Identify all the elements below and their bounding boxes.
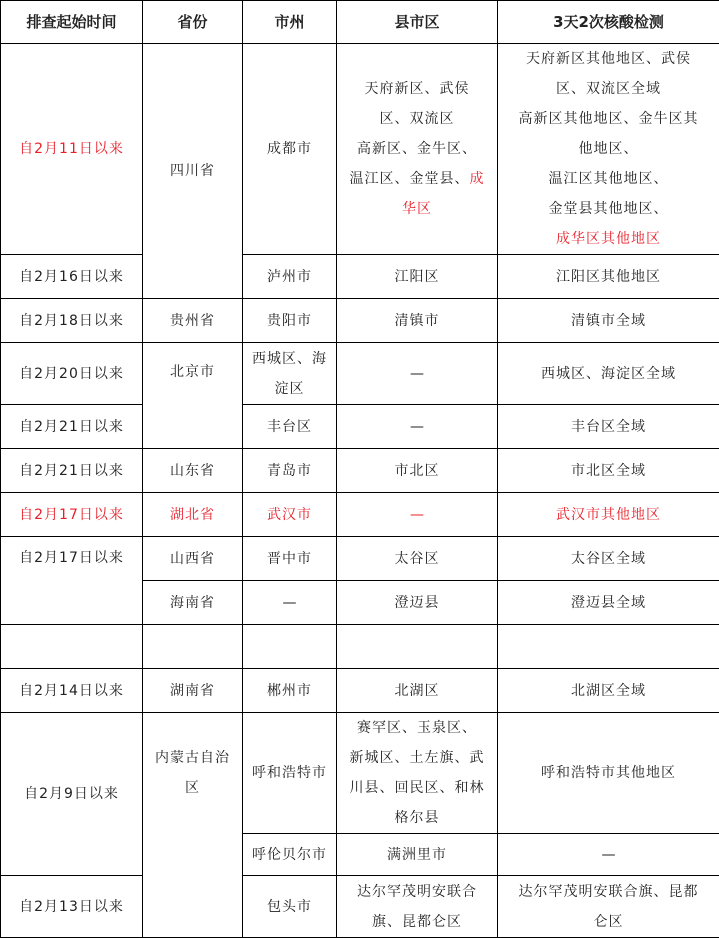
county-line: 旗、昆都仑区 (339, 907, 495, 937)
city-cell: 青岛市 (243, 449, 337, 493)
city-line: 西城区、海 (245, 344, 334, 374)
test-line-highlight: 成华区其他地区 (500, 224, 717, 254)
county-cell (337, 713, 498, 834)
province-cell: 海南省 (143, 581, 243, 625)
start-date-cell: 自2月11日以来 (1, 44, 143, 255)
county-cell (337, 44, 498, 255)
table-row (1, 299, 719, 343)
test-line: 天府新区其他地区、武侯 (500, 44, 717, 74)
test-scope-cell: 太谷区全域 (498, 537, 719, 581)
county-cell: — (337, 405, 498, 449)
test-line: 他地区、 (500, 134, 717, 164)
test-line: 温江区其他地区、 (500, 164, 717, 194)
test-line: 高新区其他地区、金牛区其 (500, 104, 717, 134)
start-date-cell: 自2月16日以来 (1, 255, 143, 299)
county-cell: 太谷区 (337, 537, 498, 581)
county-cell: — (337, 493, 498, 537)
test-scope-cell (498, 44, 719, 255)
city-line: 淀区 (245, 374, 334, 404)
test-scope-cell (498, 876, 719, 938)
test-line: 仑区 (500, 907, 717, 937)
city-cell (243, 343, 337, 405)
county-line: 新城区、土左旗、武 (339, 743, 495, 773)
start-date-cell: 自2月17日以来 (1, 493, 143, 537)
city-cell: 丰台区 (243, 405, 337, 449)
province-cell: 湖北省 (143, 493, 243, 537)
table-row (1, 255, 719, 299)
county-line: 格尔县 (339, 803, 495, 833)
test-scope-cell: 西城区、海淀区全域 (498, 343, 719, 405)
city-cell: 泸州市 (243, 255, 337, 299)
start-date-cell: 自2月13日以来 (1, 876, 143, 938)
province-cell: 山西省 (143, 537, 243, 581)
province-line: 区 (145, 773, 240, 803)
table-row (1, 44, 719, 255)
start-date-cell: 自2月21日以来 (1, 405, 143, 449)
table-row (1, 343, 719, 405)
county-cell: 北湖区 (337, 669, 498, 713)
city-cell: 武汉市 (243, 493, 337, 537)
city-cell: 成都市 (243, 44, 337, 255)
county-cell: 江阳区 (337, 255, 498, 299)
test-scope-cell: 澄迈县全域 (498, 581, 719, 625)
empty-cell (143, 625, 243, 669)
county-cell: — (337, 343, 498, 405)
city-cell: 晋中市 (243, 537, 337, 581)
test-scope-cell: 武汉市其他地区 (498, 493, 719, 537)
city-cell: 呼和浩特市 (243, 713, 337, 834)
empty-cell (337, 625, 498, 669)
start-date-cell: 自2月14日以来 (1, 669, 143, 713)
county-text: 温江区、金堂县、 (350, 171, 470, 187)
test-line: 达尔罕茂明安联合旗、昆都 (500, 877, 717, 907)
test-scope-cell: 丰台区全域 (498, 405, 719, 449)
county-line: 赛罕区、玉泉区、 (339, 713, 495, 743)
table-row (1, 405, 719, 449)
header-nucleic-test: 3天2次核酸检测 (498, 1, 719, 44)
province-cell: 贵州省 (143, 299, 243, 343)
county-line (339, 164, 495, 194)
county-cell: 澄迈县 (337, 581, 498, 625)
header-province: 省份 (143, 1, 243, 44)
header-row (1, 1, 719, 44)
header-city: 市州 (243, 1, 337, 44)
empty-cell (1, 625, 143, 669)
empty-cell (498, 625, 719, 669)
table-row (1, 537, 719, 581)
county-line: 天府新区、武侯 (339, 74, 495, 104)
city-cell: 郴州市 (243, 669, 337, 713)
table-row (1, 876, 719, 938)
county-cell (337, 876, 498, 938)
test-scope-cell: 北湖区全域 (498, 669, 719, 713)
province-cell: 四川省 (143, 44, 243, 299)
start-date-cell: 自2月18日以来 (1, 299, 143, 343)
county-cell: 市北区 (337, 449, 498, 493)
province-cell (143, 713, 243, 938)
province-cell: 山东省 (143, 449, 243, 493)
county-cell: 清镇市 (337, 299, 498, 343)
county-line: 川县、回民区、和林 (339, 773, 495, 803)
county-line: 达尔罕茂明安联合 (339, 877, 495, 907)
start-date-cell: 自2月20日以来 (1, 343, 143, 405)
county-text-highlight: 成 (470, 171, 485, 187)
county-line: 高新区、金牛区、 (339, 134, 495, 164)
city-cell: 呼伦贝尔市 (243, 834, 337, 876)
empty-cell (243, 625, 337, 669)
province-line: 内蒙古自治 (145, 743, 240, 773)
table-row (1, 713, 719, 834)
county-cell: 满洲里市 (337, 834, 498, 876)
test-line: 区、双流区全域 (500, 74, 717, 104)
city-cell: 贵阳市 (243, 299, 337, 343)
test-scope-cell: 呼和浩特市其他地区 (498, 713, 719, 834)
county-line: 区、双流区 (339, 104, 495, 134)
city-cell: — (243, 581, 337, 625)
city-cell: 包头市 (243, 876, 337, 938)
province-cell: 北京市 (143, 343, 243, 449)
table-row (1, 669, 719, 713)
empty-row (1, 625, 719, 669)
province-cell: 湖南省 (143, 669, 243, 713)
header-start-time: 排查起始时间 (1, 1, 143, 44)
test-scope-cell: 市北区全域 (498, 449, 719, 493)
table-row (1, 449, 719, 493)
test-scope-cell: — (498, 834, 719, 876)
start-date-cell: 自2月21日以来 (1, 449, 143, 493)
test-scope-cell: 清镇市全域 (498, 299, 719, 343)
table-row (1, 493, 719, 537)
start-date-cell: 自2月9日以来 (1, 713, 143, 876)
start-date-cell: 自2月17日以来 (1, 537, 143, 625)
county-line-highlight: 华区 (339, 194, 495, 224)
test-line: 金堂县其他地区、 (500, 194, 717, 224)
test-scope-cell: 江阳区其他地区 (498, 255, 719, 299)
header-county: 县市区 (337, 1, 498, 44)
